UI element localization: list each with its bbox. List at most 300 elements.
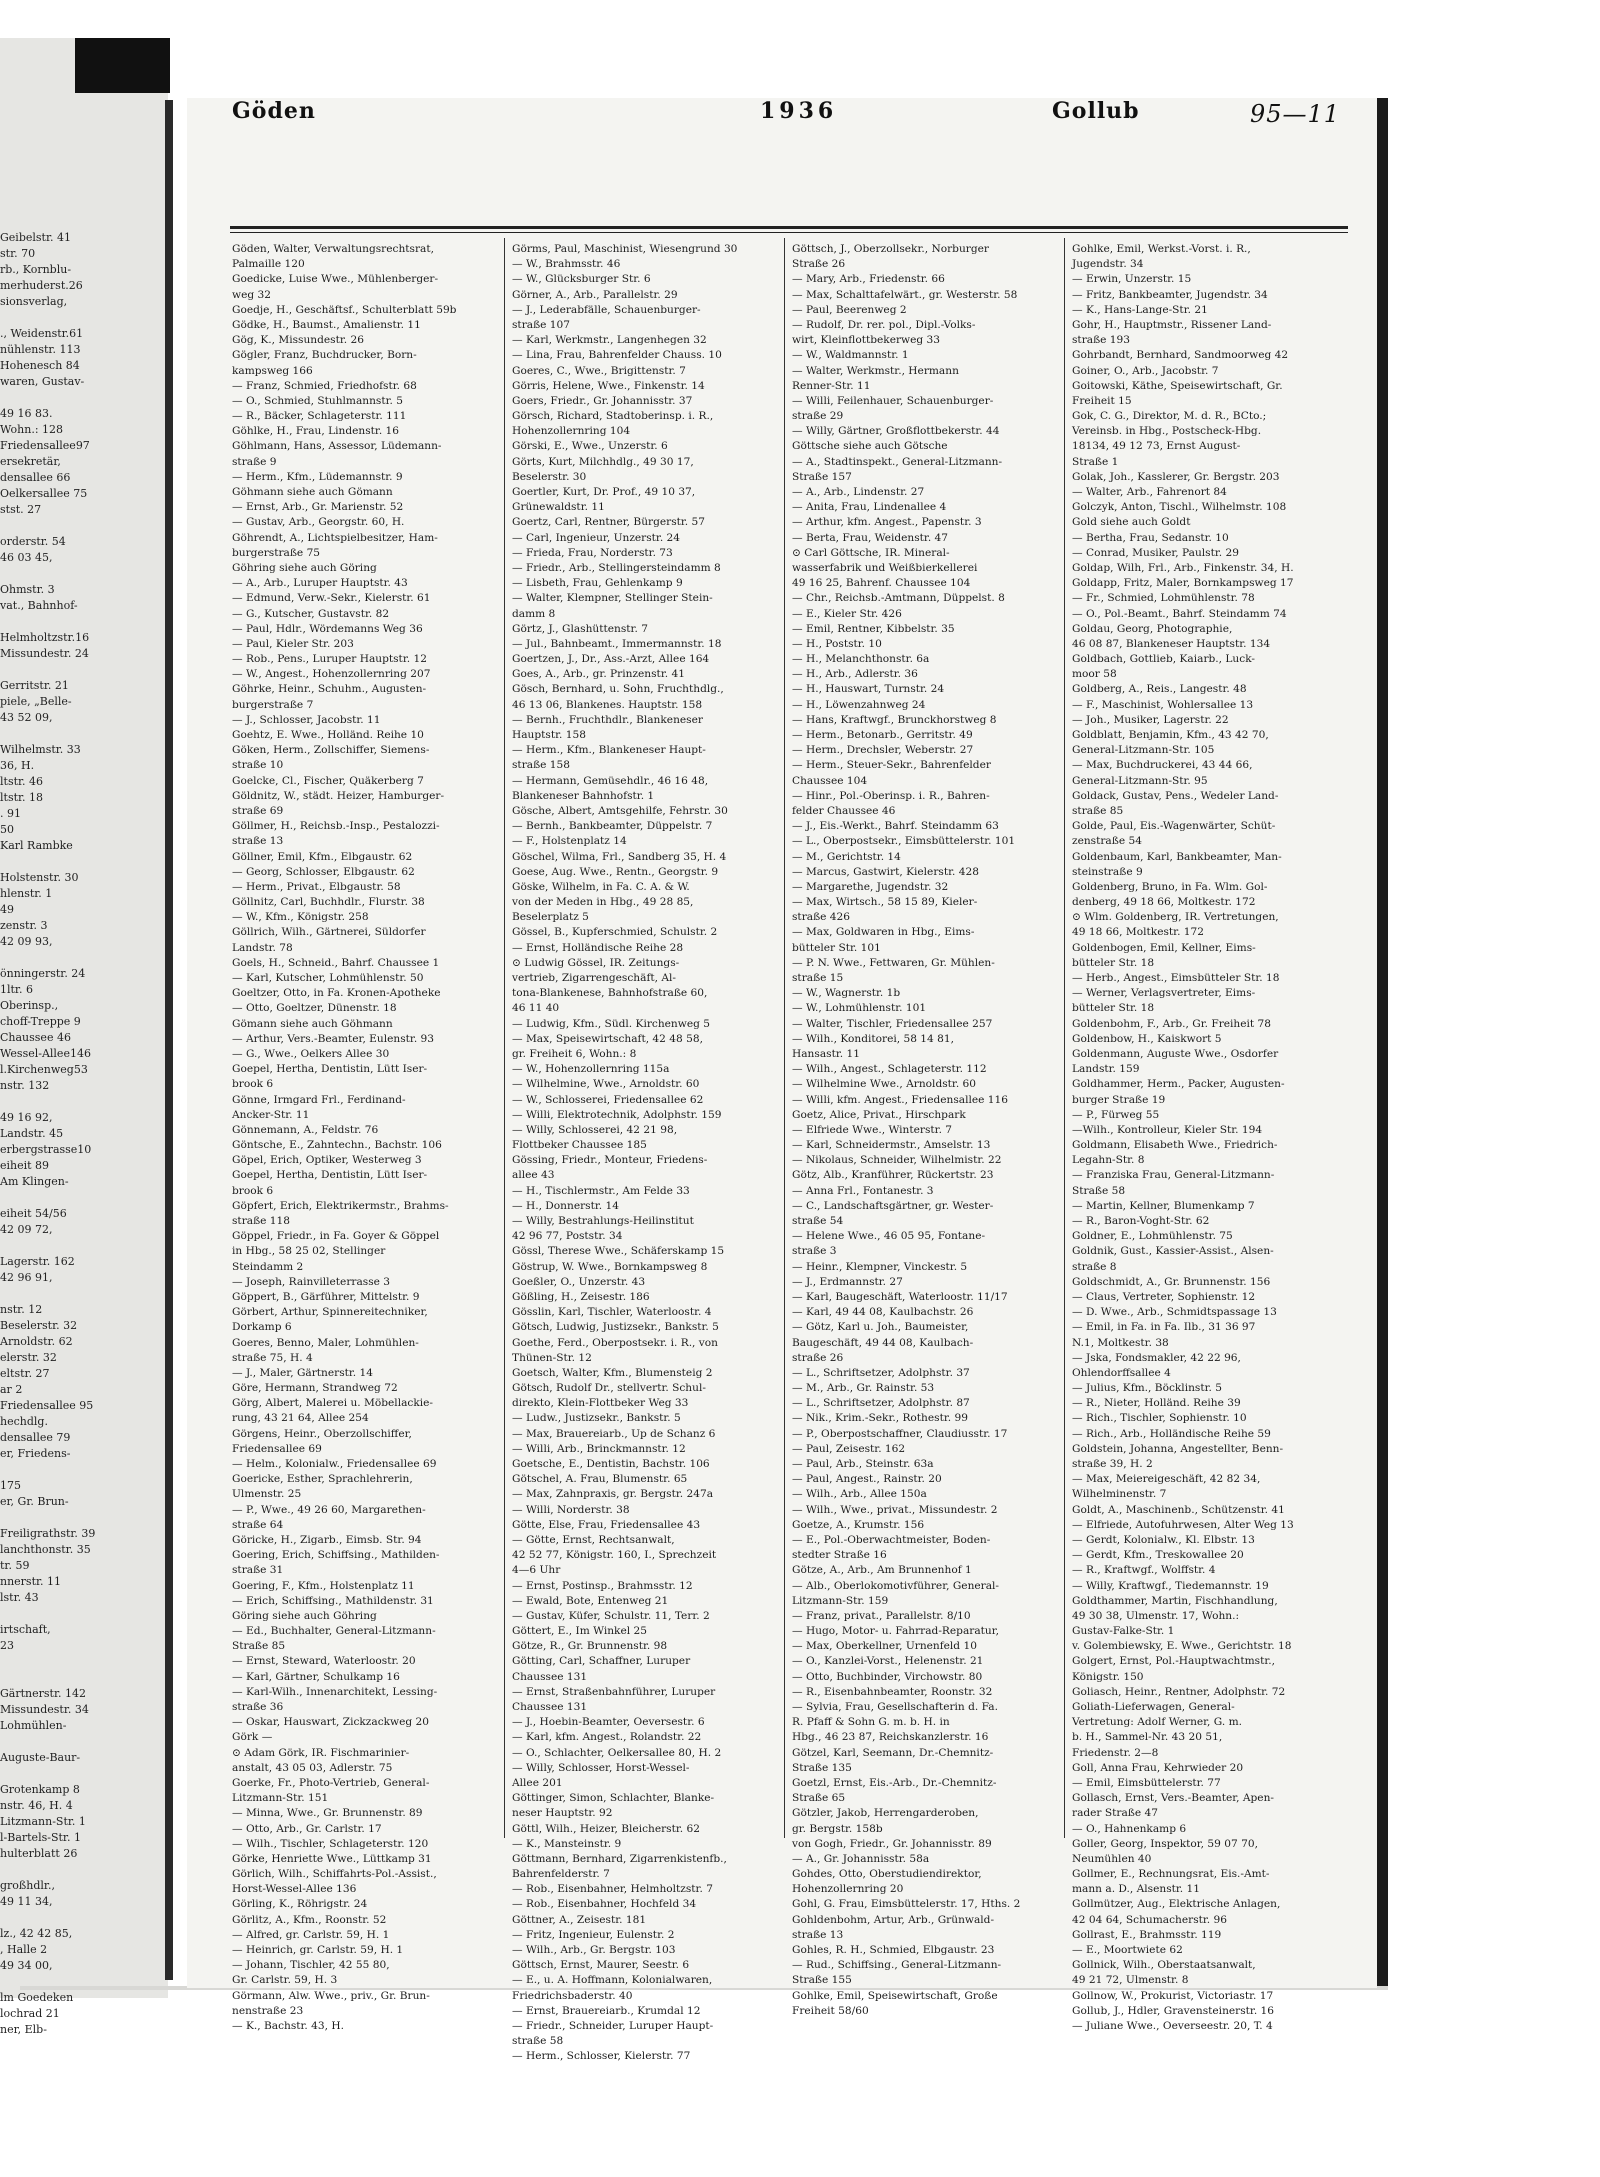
directory-entry-line: — W., Lohmühlenstr. 101 xyxy=(792,1002,927,1015)
directory-entry-line: Goldenberg, Bruno, in Fa. Wlm. Gol- xyxy=(1072,880,1268,893)
directory-entry-line: — Emil, Eimsbüttelerstr. 77 xyxy=(1072,1776,1221,1789)
directory-entry-line: Goldap, Wilh, Frl., Arb., Finkenstr. 34, H. xyxy=(1072,561,1294,574)
directory-entry-line: Gösslin, Karl, Tischler, Waterloostr. 4 xyxy=(512,1306,712,1319)
left-page-fragment: Arnoldstr. 62 xyxy=(0,1335,73,1348)
directory-entry-line: burgerstraße 7 xyxy=(232,698,314,711)
directory-entry-line: — Max, Brauereiarb., Up de Schanz 6 xyxy=(512,1427,716,1440)
directory-entry-line: Steindamm 2 xyxy=(232,1260,304,1273)
directory-entry-line: — H., Tischlermstr., Am Felde 33 xyxy=(512,1184,690,1197)
directory-entry-line: — Ernst, Holländische Reihe 28 xyxy=(512,941,684,954)
directory-entry-line: — Jska, Fondsmakler, 42 22 96, xyxy=(1072,1351,1241,1364)
directory-entry-line: — Karl, kfm. Angest., Rolandstr. 22 xyxy=(512,1731,702,1744)
directory-entry-line: — Heinr., Klempner, Vinckestr. 5 xyxy=(792,1260,968,1273)
directory-entry-line: Göldnitz, W., städt. Heizer, Hamburger- xyxy=(232,789,445,802)
left-page-fragment: Lohmühlen- xyxy=(0,1719,67,1732)
directory-entry-line: Göppel, Friedr., in Fa. Goyer & Göppel xyxy=(232,1230,440,1243)
left-page-fragment xyxy=(0,1606,118,1622)
directory-entry-line: Goels, H., Schneid., Bahrf. Chaussee 1 xyxy=(232,956,440,969)
directory-entry-line: — O., Hahnenkamp 6 xyxy=(1072,1822,1187,1835)
directory-entry-line: ⊙ Wlm. Goldenberg, IR. Vertretungen, xyxy=(1072,911,1279,924)
directory-entry-line: Gössing, Friedr., Monteur, Friedens- xyxy=(512,1154,708,1167)
directory-entry-line: Hohenzollernring 104 xyxy=(512,425,631,438)
directory-entry-line: — C., Landschaftsgärtner, gr. Wester- xyxy=(792,1199,994,1212)
directory-entry-line: — Johann, Tischler, 42 55 80, xyxy=(232,1959,390,1972)
left-page-fragment xyxy=(0,614,118,630)
header-rule-thin xyxy=(230,232,1348,233)
directory-entry-line: — Ewald, Bote, Entenweg 21 xyxy=(512,1594,669,1607)
directory-entry-line: Wilhelminenstr. 7 xyxy=(1072,1488,1167,1501)
left-page-fragment xyxy=(0,518,118,534)
directory-entry-line: — E., Kieler Str. 426 xyxy=(792,607,902,620)
directory-entry-line: direkto, Klein-Flottbeker Weg 33 xyxy=(512,1397,689,1410)
directory-entry-line: — W., Waldmannstr. 1 xyxy=(792,349,909,362)
directory-entry-line: steinstraße 9 xyxy=(1072,865,1143,878)
directory-entry-line: Goetzl, Ernst, Eis.-Arb., Dr.-Chemnitz- xyxy=(792,1776,997,1789)
directory-entry-line: Goldapp, Fritz, Maler, Bornkampsweg 17 xyxy=(1072,577,1294,590)
directory-entry-line: — Gustav, Arb., Georgstr. 60, H. xyxy=(232,516,405,529)
directory-entry-line: — Wilhelmine Wwe., Arnoldstr. 60 xyxy=(792,1078,977,1091)
directory-entry-line: — O., Schlachter, Oelkersallee 80, H. 2 xyxy=(512,1746,722,1759)
directory-entry-line: straße 15 xyxy=(792,972,844,984)
directory-entry-line: straße 8 xyxy=(1072,1260,1117,1273)
header-left-word: Göden xyxy=(232,98,316,124)
left-page-fragment: Freiligrathstr. 39 xyxy=(0,1527,96,1540)
directory-entry-line: — Wilhelmine, Wwe., Arnoldstr. 60 xyxy=(512,1078,700,1091)
left-page-fragment: sionsverlag, xyxy=(0,295,68,308)
directory-entry-line: Götting, Carl, Schaffner, Luruper xyxy=(512,1655,691,1668)
directory-entry-line: Goldbach, Gottlieb, Kaiarb., Luck- xyxy=(1072,653,1256,666)
directory-entry-line: — Willi, Norderstr. 38 xyxy=(512,1503,630,1516)
directory-entry-line: Gohles, R. H., Schmied, Elbgaustr. 23 xyxy=(792,1944,995,1956)
directory-entry-line: Goldt, A., Maschinenb., Schützenstr. 41 xyxy=(1072,1503,1285,1516)
directory-entry-line: Ancker-Str. 11 xyxy=(232,1108,310,1121)
directory-entry-line: — Wilh., Arb., Gr. Bergstr. 103 xyxy=(512,1944,676,1956)
directory-entry-line: Göken, Herm., Zollschiffer, Siemens- xyxy=(232,744,430,757)
directory-entry-line: Gößling, H., Zeisestr. 186 xyxy=(512,1290,650,1303)
left-page-fragment: Helmholtzstr.16 xyxy=(0,631,90,644)
directory-entry-line: — Franz, privat., Parallelstr. 8/10 xyxy=(792,1609,971,1622)
directory-entry-line: Göttsche siehe auch Götsche xyxy=(792,440,948,453)
directory-entry-line: v. Golembiewsky, E. Wwe., Gerichtstr. 18 xyxy=(1072,1640,1292,1653)
directory-entry-line: Landstr. 78 xyxy=(232,941,293,954)
left-page-fragment: Holstenstr. 30 xyxy=(0,871,79,884)
directory-entry-line: Goertz, Carl, Rentner, Bürgerstr. 57 xyxy=(512,516,706,529)
directory-entry-line: Freiheit 58/60 xyxy=(792,2004,869,2017)
directory-entry-line: Göhring siehe auch Göring xyxy=(232,561,377,574)
directory-entry-line: Goldblatt, Benjamin, Kfm., 43 42 70, xyxy=(1072,729,1269,741)
left-page-fragment: l.Kirchenweg53 xyxy=(0,1063,88,1076)
directory-entry-line: Görbert, Arthur, Spinnereitechniker, xyxy=(232,1306,428,1319)
directory-entry-line: damm 8 xyxy=(512,607,556,620)
directory-entry-line: Goldberg, A., Reis., Langestr. 48 xyxy=(1072,683,1247,696)
left-page-fragment: 49 11 34, xyxy=(0,1895,53,1908)
directory-entry-line: Renner-Str. 11 xyxy=(792,379,871,392)
directory-entry-line: — K., Hans-Lange-Str. 21 xyxy=(1072,303,1208,316)
left-page-fragment: lstr. 43 xyxy=(0,1591,39,1604)
directory-entry-line: Goertler, Kurt, Dr. Prof., 49 10 37, xyxy=(512,486,696,498)
directory-entry-line: Goedicke, Luise Wwe., Mühlenberger- xyxy=(232,273,439,286)
left-page-fragment: hulterblatt 26 xyxy=(0,1847,78,1860)
directory-entry-line: — Otto, Arb., Gr. Carlstr. 17 xyxy=(232,1822,382,1835)
left-page-fragment xyxy=(0,1670,118,1686)
directory-entry-line: — E., u. A. Hoffmann, Kolonialwaren, xyxy=(512,1974,713,1987)
column-separator xyxy=(784,238,785,1838)
left-page-fragment: 43 52 09, xyxy=(0,711,53,724)
directory-entry-line: — W., Schlosserei, Friedensallee 62 xyxy=(512,1093,704,1106)
directory-entry-line: 4—6 Uhr xyxy=(512,1564,561,1577)
directory-entry-line: Blankeneser Bahnhofstr. 1 xyxy=(512,789,655,802)
directory-entry-line: Goller, Georg, Inspektor, 59 07 70, xyxy=(1072,1837,1258,1850)
left-page-fragment xyxy=(0,1974,118,1990)
left-page-fragment: hlenstr. 1 xyxy=(0,887,53,900)
directory-entry-line: Goepel, Hertha, Dentistin, Lütt Iser- xyxy=(232,1169,428,1182)
left-page-fragment: Oelkersallee 75 xyxy=(0,487,88,500)
directory-entry-line: straße 158 xyxy=(512,759,571,772)
directory-entry-line: Göttert, E., Im Winkel 25 xyxy=(512,1625,647,1638)
directory-entry-line: straße 118 xyxy=(232,1215,291,1227)
directory-entry-line: Gohlke, Emil, Werkst.-Vorst. i. R., xyxy=(1072,243,1251,255)
directory-entry-line: Goeßler, O., Unzerstr. 43 xyxy=(512,1275,646,1288)
left-page-fragment: Lagerstr. 162 xyxy=(0,1255,75,1268)
directory-entry-line: stedter Straße 16 xyxy=(792,1549,887,1562)
directory-entry-line: Goliasch, Heinr., Rentner, Adolphstr. 72 xyxy=(1072,1685,1286,1698)
directory-entry-line: — Chr., Reichsb.-Amtmann, Düppelst. 8 xyxy=(792,592,1005,605)
left-page-fragment: Ohmstr. 3 xyxy=(0,583,55,596)
directory-entry-line: Göppert, B., Gärführer, Mittelstr. 9 xyxy=(232,1290,420,1303)
left-page-fragment: er, Friedens- xyxy=(0,1447,71,1460)
left-page-fragment: l-Bartels-Str. 1 xyxy=(0,1831,81,1844)
directory-entry-line: Straße 26 xyxy=(792,258,846,271)
left-page-fragment xyxy=(0,1510,118,1526)
directory-entry-line: — Götte, Ernst, Rechtsanwalt, xyxy=(512,1533,675,1546)
left-page-fragment xyxy=(0,1462,118,1478)
directory-entry-line: — Alfred, gr. Carlstr. 59, H. 1 xyxy=(232,1928,390,1941)
directory-entry-line: Görgens, Heinr., Oberzollschiffer, xyxy=(232,1427,412,1440)
directory-entry-line: Goldenbaum, Karl, Bankbeamter, Man- xyxy=(1072,850,1282,863)
directory-entry-line: straße 26 xyxy=(792,1351,844,1364)
directory-entry-line: Goldschmidt, A., Gr. Brunnenstr. 156 xyxy=(1072,1275,1271,1288)
directory-entry-line: — J., Hoebin-Beamter, Oeversestr. 6 xyxy=(512,1716,705,1729)
directory-entry-line: Gössl, Therese Wwe., Schäferskamp 15 xyxy=(512,1245,725,1258)
directory-entry-line: — R., Kraftwgf., Wolffstr. 4 xyxy=(1072,1564,1216,1577)
directory-entry-line: Goliath-Lieferwagen, General- xyxy=(1072,1701,1235,1713)
left-page-fragment: Missundestr. 34 xyxy=(0,1703,89,1716)
directory-entry-line: Goldenmann, Auguste Wwe., Osdorfer xyxy=(1072,1047,1279,1060)
left-page-fragment: irtschaft, xyxy=(0,1623,51,1636)
directory-entry-line: Friedrichsbaderstr. 40 xyxy=(512,1989,633,2002)
directory-entry-line: ⊙ Carl Göttsche, IR. Mineral- xyxy=(792,546,950,559)
directory-entry-line: Straße 1 xyxy=(1072,455,1119,468)
directory-entry-line: Gr. Carlstr. 59, H. 3 xyxy=(232,1974,338,1987)
directory-entry-line: Görski, E., Wwe., Unzerstr. 6 xyxy=(512,440,668,453)
directory-entry-line: — Anna Frl., Fontanestr. 3 xyxy=(792,1184,934,1197)
directory-column-4 xyxy=(1072,242,1334,2032)
left-page-fragment xyxy=(0,1190,118,1206)
gutter-line xyxy=(165,100,173,1980)
directory-entry-line: Goldthammer, Martin, Fischhandlung, xyxy=(1072,1594,1278,1607)
directory-entry-line: kampsweg 166 xyxy=(232,364,313,377)
left-page-fragment xyxy=(0,390,118,406)
left-page-fragment: nstr. 12 xyxy=(0,1303,43,1316)
directory-entry-line: — Gerdt, Kolonialw., Kl. Elbstr. 13 xyxy=(1072,1533,1255,1546)
directory-entry-line: — Arthur, kfm. Angest., Papenstr. 3 xyxy=(792,516,982,529)
directory-entry-line: — M., Arb., Gr. Rainstr. 53 xyxy=(792,1382,935,1395)
directory-entry-line: Gohrbandt, Bernhard, Sandmoorweg 42 xyxy=(1072,349,1289,362)
directory-entry-line: straße 36 xyxy=(232,1701,284,1713)
directory-entry-line: straße 85 xyxy=(1072,804,1124,817)
directory-entry-line: — Erwin, Unzerstr. 15 xyxy=(1072,273,1192,286)
directory-column-1 xyxy=(232,242,494,2032)
directory-entry-line: Gögler, Franz, Buchdrucker, Born- xyxy=(232,349,417,362)
left-page-fragment: Karl Rambke xyxy=(0,839,73,852)
directory-entry-line: Friedensallee 69 xyxy=(232,1442,322,1455)
directory-entry-line: ⊙ Adam Görk, IR. Fischmarinier- xyxy=(232,1746,410,1759)
directory-entry-line: gr. Bergstr. 158b xyxy=(792,1822,883,1835)
directory-entry-line: Vereinsb. in Hbg., Postscheck-Hbg. xyxy=(1072,425,1262,438)
left-page-fragment: hechdlg. xyxy=(0,1415,48,1428)
directory-entry-line: Jugendstr. 34 xyxy=(1072,258,1144,271)
left-page-fragment: 1ltr. 6 xyxy=(0,983,33,996)
directory-entry-line: Straße 155 xyxy=(792,1974,852,1987)
directory-entry-line: — Bertha, Frau, Sedanstr. 10 xyxy=(1072,531,1229,544)
directory-entry-line: — A., Stadtinspekt., General-Litzmann- xyxy=(792,455,1003,468)
directory-entry-line: Görke, Henriette Wwe., Lüttkamp 31 xyxy=(232,1852,432,1865)
directory-entry-line: Goldack, Gustav, Pens., Wedeler Land- xyxy=(1072,789,1279,802)
left-page-fragment: Wohn.: 128 xyxy=(0,423,64,436)
directory-entry-line: straße 58 xyxy=(512,2035,564,2048)
directory-entry-line: mann a. D., Alsenstr. 11 xyxy=(1072,1883,1201,1896)
directory-entry-line: rung, 43 21 64, Allee 254 xyxy=(232,1412,369,1425)
directory-entry-line: — J., Lederabfälle, Schauenburger- xyxy=(512,303,701,316)
directory-entry-line: — K., Bachstr. 43, H. xyxy=(232,2019,344,2032)
directory-entry-line: Gok, C. G., Direktor, M. d. R., BCto.; xyxy=(1072,410,1267,423)
directory-entry-line: Gollmützer, Aug., Elektrische Anlagen, xyxy=(1072,1898,1281,1911)
directory-entry-line: Göring siehe auch Göhring xyxy=(232,1609,377,1622)
directory-entry-line: — G., Kutscher, Gustavstr. 82 xyxy=(232,607,390,620)
directory-entry-line: — Helm., Kolonialw., Friedensallee 69 xyxy=(232,1458,437,1470)
directory-entry-line: R. Pfaff & Sohn G. m. b. H. in xyxy=(792,1716,950,1729)
directory-entry-line: Goehtz, E. Wwe., Holländ. Reihe 10 xyxy=(232,729,424,741)
directory-entry-line: — Karl-Wilh., Innenarchitekt, Lessing- xyxy=(232,1685,438,1698)
directory-entry-line: Göllrich, Wilh., Gärtnerei, Süldorfer xyxy=(232,926,426,939)
directory-entry-line: — H., Arb., Adlerstr. 36 xyxy=(792,668,918,681)
directory-entry-line: burgerstraße 75 xyxy=(232,546,321,559)
directory-entry-line: Görlitz, A., Kfm., Roonstr. 52 xyxy=(232,1913,387,1926)
directory-entry-line: Goitowski, Käthe, Speisewirtschaft, Gr. xyxy=(1072,379,1283,392)
directory-entry-line: — Ed., Buchhalter, General-Litzmann- xyxy=(232,1625,436,1638)
directory-entry-line: allee 43 xyxy=(512,1169,555,1182)
left-page-fragment: Grotenkamp 8 xyxy=(0,1783,80,1796)
directory-entry-line: Goering, Erich, Schiffsing., Mathilden- xyxy=(232,1549,440,1562)
directory-entry-line: zenstraße 54 xyxy=(1072,835,1142,848)
directory-entry-line: Goldmann, Elisabeth Wwe., Friedrich- xyxy=(1072,1139,1278,1152)
directory-entry-line: bütteler Str. 101 xyxy=(792,941,881,954)
left-page-fragment: Gärtnerstr. 142 xyxy=(0,1687,86,1700)
directory-entry-line: burger Straße 19 xyxy=(1072,1093,1166,1106)
directory-entry-line: — O., Kanzlei-Vorst., Helenenstr. 21 xyxy=(792,1655,984,1668)
left-page-fragment: ltstr. 18 xyxy=(0,791,44,804)
directory-entry-line: Görmann, Alw. Wwe., priv., Gr. Brun- xyxy=(232,1989,430,2002)
directory-entry-line: N.1, Moltkestr. 38 xyxy=(1072,1336,1169,1349)
directory-entry-line: rader Straße 47 xyxy=(1072,1807,1158,1820)
directory-entry-line: Gollasch, Ernst, Vers.-Beamter, Apen- xyxy=(1072,1792,1274,1805)
directory-entry-line: Goldenbohm, F., Arb., Gr. Freiheit 78 xyxy=(1072,1017,1272,1030)
directory-entry-line: Grünewaldstr. 11 xyxy=(512,501,605,514)
directory-entry-line: Ulmenstr. 25 xyxy=(232,1488,302,1501)
directory-entry-line: — Willy, Kraftwgf., Tiedemannstr. 19 xyxy=(1072,1579,1269,1592)
directory-entry-line: Goldnik, Gust., Kassier-Assist., Alsen- xyxy=(1072,1245,1274,1258)
directory-entry-line: Goldau, Georg, Photographie, xyxy=(1072,622,1233,635)
directory-entry-line: — Karl, 49 44 08, Kaulbachstr. 26 xyxy=(792,1306,974,1319)
directory-entry-line: — Paul, Hdlr., Wördemanns Weg 36 xyxy=(232,622,423,635)
directory-entry-line: — Ernst, Brauereiarb., Krumdal 12 xyxy=(512,2004,701,2017)
directory-entry-line: Göden, Walter, Verwaltungsrechtsrat, xyxy=(232,243,434,255)
directory-entry-line: straße 29 xyxy=(792,410,844,423)
directory-entry-line: — Max, Meiereigeschäft, 42 82 34, xyxy=(1072,1473,1261,1486)
directory-entry-line: — Rob., Eisenbahner, Hochfeld 34 xyxy=(512,1898,697,1911)
left-page-fragment: ar 2 xyxy=(0,1383,23,1396)
left-page-fragment: vat., Bahnhof- xyxy=(0,599,78,612)
column-separator xyxy=(1064,238,1065,1838)
directory-entry-line: — Alb., Oberlokomotivführer, General- xyxy=(792,1579,1000,1592)
directory-entry-line: — Rob., Pens., Luruper Hauptstr. 12 xyxy=(232,653,427,666)
directory-entry-line: Litzmann-Str. 159 xyxy=(792,1594,889,1607)
directory-entry-line: — Hans, Kraftwgf., Brunckhorstweg 8 xyxy=(792,713,997,726)
directory-entry-line: Goldstein, Johanna, Angestellter, Benn- xyxy=(1072,1442,1284,1455)
directory-entry-line: straße 426 xyxy=(792,911,851,924)
directory-entry-line: straße 31 xyxy=(232,1564,284,1577)
directory-entry-line: — E., Moortwiete 62 xyxy=(1072,1944,1183,1956)
directory-entry-line: Göhrendt, A., Lichtspielbesitzer, Ham- xyxy=(232,531,438,544)
directory-entry-line: Königstr. 150 xyxy=(1072,1670,1144,1683)
directory-entry-line: Göllner, Emil, Kfm., Elbgaustr. 62 xyxy=(232,850,413,863)
directory-entry-line: Göhmann siehe auch Gömann xyxy=(232,486,393,498)
left-page-fragment: 49 16 83. xyxy=(0,407,53,420)
directory-entry-line: — Friedr., Schneider, Luruper Haupt- xyxy=(512,2019,714,2032)
directory-entry-line: — Juliane Wwe., Oeverseestr. 20, T. 4 xyxy=(1072,2019,1273,2032)
left-page-fragment: ., Weidenstr.61 xyxy=(0,327,84,340)
directory-entry-line: Göstrup, W. Wwe., Bornkampsweg 8 xyxy=(512,1260,708,1273)
directory-entry-line: Gohlke, Emil, Speisewirtschaft, Große xyxy=(792,1989,998,2002)
directory-entry-line: — L., Oberpostsekr., Eimsbüttelerstr. 101 xyxy=(792,835,1016,848)
left-page-fragment: er, Gr. Brun- xyxy=(0,1495,69,1508)
left-page-fragment: eiheit 89 xyxy=(0,1159,50,1172)
directory-entry-line: Görlich, Wilh., Schiffahrts-Pol.-Assist., xyxy=(232,1868,437,1881)
directory-entry-line: — Karl, Schneidermstr., Amselstr. 13 xyxy=(792,1139,991,1152)
directory-entry-line: Friedenstr. 2—8 xyxy=(1072,1746,1159,1759)
directory-entry-line: — Paul, Kieler Str. 203 xyxy=(232,637,354,650)
directory-entry-line: wirt, Kleinflottbekerweg 33 xyxy=(792,334,941,347)
left-page-fragment: 46 03 45, xyxy=(0,551,53,564)
directory-entry-line: Goetsche, E., Dentistin, Bachstr. 106 xyxy=(512,1458,710,1470)
directory-entry-line: Gömann siehe auch Göhmann xyxy=(232,1017,393,1030)
directory-entry-line: Goelcke, Cl., Fischer, Quäkerberg 7 xyxy=(232,774,424,787)
directory-entry-line: Hansastr. 11 xyxy=(792,1047,860,1060)
directory-entry-line: — Otto, Buchbinder, Virchowstr. 80 xyxy=(792,1670,983,1683)
directory-entry-line: Goerke, Fr., Photo-Vertrieb, General- xyxy=(232,1776,430,1789)
left-page-fragment: 175 xyxy=(0,1479,21,1492)
directory-entry-line: Gönnemann, A., Feldstr. 76 xyxy=(232,1123,379,1136)
directory-entry-line: Goepel, Hertha, Dentistin, Lütt Iser- xyxy=(232,1063,428,1076)
directory-entry-line: — W., Angest., Hohenzollernring 207 xyxy=(232,668,431,681)
directory-entry-line: — Willy, Bestrahlungs-Heilinstitut xyxy=(512,1215,694,1227)
directory-entry-line: 49 30 38, Ulmenstr. 17, Wohn.: xyxy=(1072,1609,1240,1622)
left-page-fragment: . 91 xyxy=(0,807,21,820)
directory-entry-line: Götzel, Karl, Seemann, Dr.-Chemnitz- xyxy=(792,1746,994,1759)
left-page-fragment xyxy=(0,950,118,966)
directory-entry-line: — Max, Oberkellner, Urnenfeld 10 xyxy=(792,1640,977,1653)
directory-entry-line: — K., Mansteinstr. 9 xyxy=(512,1837,622,1850)
directory-entry-line: — H., Hauswart, Turnstr. 24 xyxy=(792,683,945,696)
directory-entry-line: — Lisbeth, Frau, Gehlenkamp 9 xyxy=(512,577,683,590)
directory-entry-line: — E., Pol.-Oberwachtmeister, Boden- xyxy=(792,1533,991,1546)
left-page-fragment: ltstr. 46 xyxy=(0,775,44,788)
left-page-fragment: erbergstrasse10 xyxy=(0,1143,92,1156)
directory-entry-line: — L., Schriftsetzer, Adolphstr. 37 xyxy=(792,1366,970,1379)
directory-entry-line: — Wilh., Arb., Allee 150a xyxy=(792,1488,927,1501)
directory-entry-line: — Herm., Betonarb., Gerritstr. 49 xyxy=(792,729,973,741)
header-right-word: Gollub xyxy=(1052,98,1140,124)
left-page-fragment: str. 70 xyxy=(0,247,36,260)
left-page-fragment: 49 xyxy=(0,903,14,916)
left-page-fragment: Friedensallee 95 xyxy=(0,1399,94,1412)
directory-entry-line: — Ernst, Arb., Gr. Marienstr. 52 xyxy=(232,501,404,514)
directory-entry-line: Gohl, G. Frau, Eimsbüttelerstr. 17, Hths. 2 xyxy=(792,1898,1021,1911)
directory-entry-line: — Hermann, Gemüsehdlr., 46 16 48, xyxy=(512,774,709,787)
directory-entry-line: felder Chaussee 46 xyxy=(792,804,896,817)
directory-entry-line: — Julius, Kfm., Böcklinstr. 5 xyxy=(1072,1382,1222,1395)
binding-tab xyxy=(75,38,170,93)
directory-entry-line: 49 18 66, Moltkestr. 172 xyxy=(1072,926,1205,939)
directory-entry-line: — Walter, Klempner, Stellinger Stein- xyxy=(512,592,713,605)
directory-entry-line: — Sylvia, Frau, Gesellschafterin d. Fa. xyxy=(792,1701,998,1713)
directory-entry-line: Götsch, Rudolf Dr., stellvertr. Schul- xyxy=(512,1382,706,1395)
directory-entry-line: Horst-Wessel-Allee 136 xyxy=(232,1883,357,1896)
directory-entry-line: — Franziska Frau, General-Litzmann- xyxy=(1072,1169,1275,1182)
directory-entry-line: Görsch, Richard, Stadtoberinsp. i. R., xyxy=(512,410,714,423)
header-rule-thick xyxy=(230,226,1348,229)
directory-entry-line: Goetze, A., Krumstr. 156 xyxy=(792,1518,925,1531)
directory-entry-line: — Willy, Gärtner, Großflottbekerstr. 44 xyxy=(792,425,1000,438)
directory-entry-line: — R., Nieter, Holländ. Reihe 39 xyxy=(1072,1397,1241,1410)
directory-entry-line: — Gerdt, Kfm., Treskowallee 20 xyxy=(1072,1549,1244,1562)
directory-entry-line: — Elfriede Wwe., Winterstr. 7 xyxy=(792,1123,953,1136)
directory-entry-line: wasserfabrik und Weißbierkellerei xyxy=(792,561,978,574)
directory-entry-line: — Max, Schalttafelwärt., gr. Westerstr. 58 xyxy=(792,288,1018,301)
directory-entry-line: — Ernst, Steward, Waterloostr. 20 xyxy=(232,1655,416,1668)
directory-entry-line: Götzler, Jakob, Herrengarderoben, xyxy=(792,1807,979,1820)
directory-entry-line: Ohlendorffsallee 4 xyxy=(1072,1366,1171,1379)
left-page-fragment: merhuderst.26 xyxy=(0,279,83,292)
directory-entry-line: Goll, Anna Frau, Kehrwieder 20 xyxy=(1072,1761,1244,1774)
directory-entry-line: Litzmann-Str. 151 xyxy=(232,1792,329,1805)
directory-entry-line: denberg, 49 18 66, Moltkestr. 172 xyxy=(1072,896,1256,909)
directory-entry-line: — Willi, Elektrotechnik, Adolphstr. 159 xyxy=(512,1108,722,1121)
left-page-fragment: Beselerstr. 32 xyxy=(0,1319,78,1332)
left-page-fragment: Missundestr. 24 xyxy=(0,647,89,660)
left-page-fragment xyxy=(0,854,118,870)
directory-entry-line: Görner, A., Arb., Parallelstr. 29 xyxy=(512,288,678,301)
directory-entry-line: brook 6 xyxy=(232,1078,274,1091)
directory-entry-line: — G., Wwe., Oelkers Allee 30 xyxy=(232,1047,390,1060)
directory-entry-line: Straße 58 xyxy=(1072,1184,1126,1197)
directory-entry-line: — Fr., Schmied, Lohmühlenstr. 78 xyxy=(1072,592,1255,605)
directory-entry-line: Göschel, Wilma, Frl., Sandberg 35, H. 4 xyxy=(512,850,727,863)
directory-entry-line: Goldhammer, Herm., Packer, Augusten- xyxy=(1072,1078,1285,1091)
directory-entry-line: Göllnitz, Carl, Buchhdlr., Flurstr. 38 xyxy=(232,896,425,909)
directory-entry-line: Goering, F., Kfm., Holstenplatz 11 xyxy=(232,1579,415,1592)
directory-entry-line: bütteler Str. 18 xyxy=(1072,956,1155,969)
